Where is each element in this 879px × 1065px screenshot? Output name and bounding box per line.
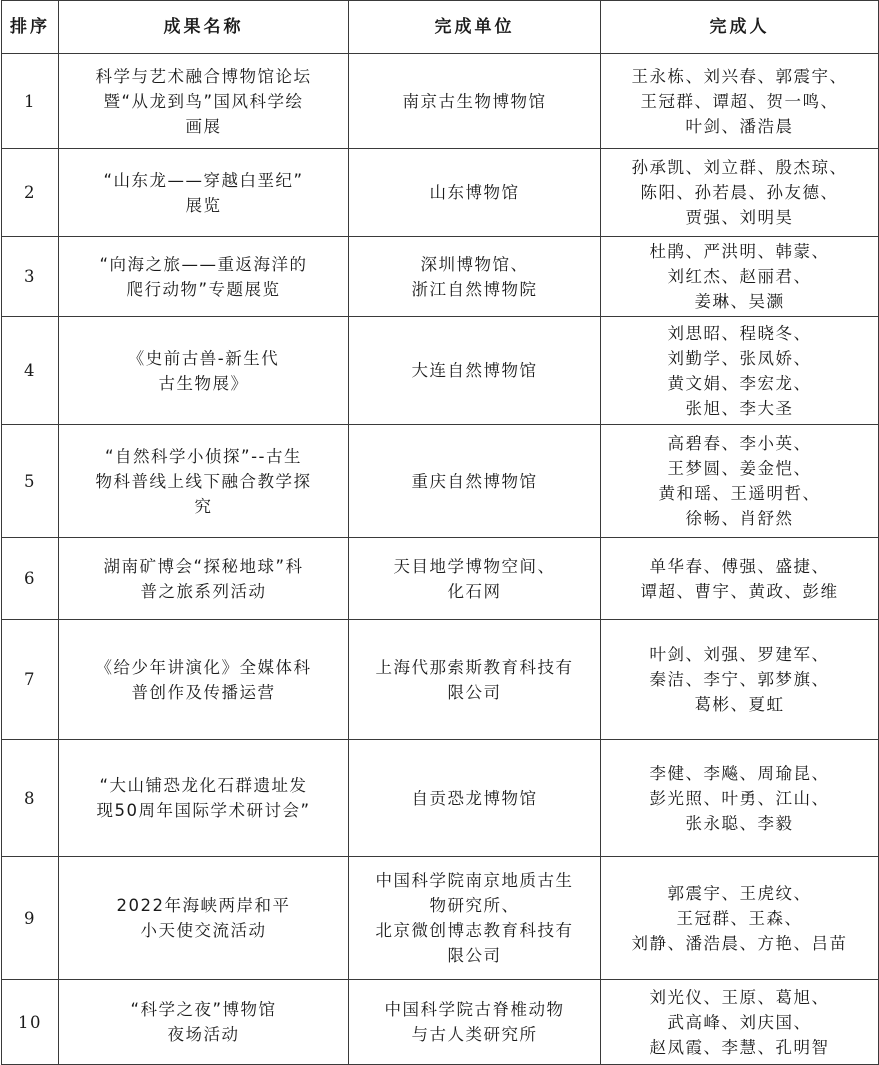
unit-line: 天目地学博物空间、 xyxy=(393,556,556,576)
name-cell xyxy=(59,237,349,317)
people-cell xyxy=(601,425,879,538)
people-line: 黄和瑶、王遥明哲、 xyxy=(658,484,821,503)
header-row xyxy=(2,1,879,54)
header-people: 完成人 xyxy=(601,1,879,54)
unit-line: 限公司 xyxy=(447,946,502,965)
people-cell xyxy=(601,620,879,740)
unit-cell xyxy=(349,317,601,425)
unit-line: 中国科学院古脊椎动物 xyxy=(384,1000,565,1019)
name-line: 展览 xyxy=(185,195,222,215)
people-line: 张永聪、李毅 xyxy=(685,813,794,833)
table-row xyxy=(2,54,879,149)
people-line: 单华春、傅强、盛捷、 xyxy=(649,556,830,576)
unit-cell xyxy=(349,54,601,149)
rank-cell: 10 xyxy=(2,980,59,1065)
people-line: 郭震宇、王虎纹、 xyxy=(667,883,812,903)
people-line: 王冠群、王森、 xyxy=(676,908,803,928)
people-cell xyxy=(601,740,879,857)
rank-cell: 9 xyxy=(2,857,59,980)
name-cell xyxy=(59,538,349,620)
unit-cell xyxy=(349,538,601,620)
table-row xyxy=(2,149,879,237)
rank-cell: 7 xyxy=(2,620,59,740)
name-line: 普创作及传播运营 xyxy=(131,682,276,702)
table-row xyxy=(2,620,879,740)
header-name: 成果名称 xyxy=(59,1,349,54)
people-line: 王永栋、刘兴春、郭震宇、 xyxy=(631,66,848,86)
people-cell xyxy=(601,149,879,237)
people-cell xyxy=(601,980,879,1065)
unit-cell xyxy=(349,620,601,740)
people-line: 姜琳、吴灏 xyxy=(694,292,785,311)
unit-line: 自贡恐龙博物馆 xyxy=(411,788,538,808)
people-line: 孙承凯、刘立群、殷杰琼、 xyxy=(631,158,848,177)
name-cell xyxy=(59,54,349,149)
people-line: 武高峰、刘庆国、 xyxy=(667,1012,812,1032)
people-cell xyxy=(601,237,879,317)
table-row xyxy=(2,317,879,425)
name-line: 2022年海峡两岸和平 xyxy=(116,896,291,915)
unit-cell xyxy=(349,425,601,538)
unit-line: 上海代那索斯教育科技有 xyxy=(375,657,574,677)
unit-cell xyxy=(349,857,601,980)
rank-cell: 4 xyxy=(2,317,59,425)
people-line: 彭光照、叶勇、江山、 xyxy=(649,788,830,808)
name-line: 普之旅系列活动 xyxy=(140,581,267,601)
people-line: 叶剑、潘浩晨 xyxy=(685,116,794,136)
unit-cell xyxy=(349,237,601,317)
name-line: 暨“从龙到鸟”国风科学绘 xyxy=(103,91,304,111)
name-line: “科学之夜”博物馆 xyxy=(130,1000,277,1019)
name-cell xyxy=(59,980,349,1065)
people-line: 张旭、李大圣 xyxy=(685,398,794,418)
name-line: “向海之旅——重返海洋的 xyxy=(99,254,308,274)
rank-cell: 5 xyxy=(2,425,59,538)
people-line: 刘勤学、张凤娇、 xyxy=(667,348,812,368)
people-line: 陈阳、孙若晨、孙友德、 xyxy=(640,183,839,202)
table-row xyxy=(2,538,879,620)
name-line: “自然科学小侦探”--古生 xyxy=(104,446,302,466)
rank-cell: 3 xyxy=(2,237,59,317)
table-row xyxy=(2,857,879,980)
name-line: 究 xyxy=(194,496,213,516)
unit-line: 南京古生物博物馆 xyxy=(402,91,547,111)
people-cell xyxy=(601,538,879,620)
people-line: 李健、李飚、周瑜昆、 xyxy=(649,763,830,783)
people-line: 杜鹃、严洪明、韩蒙、 xyxy=(649,242,830,261)
unit-line: 浙江自然博物院 xyxy=(411,279,538,299)
people-line: 秦洁、李宁、郭梦旗、 xyxy=(649,670,830,689)
unit-line: 限公司 xyxy=(447,682,502,702)
rank-cell: 6 xyxy=(2,538,59,620)
people-line: 刘红杰、赵丽君、 xyxy=(667,267,812,286)
unit-line: 北京微创博志教育科技有 xyxy=(375,921,574,940)
unit-cell xyxy=(349,740,601,857)
name-cell xyxy=(59,317,349,425)
rank-cell: 8 xyxy=(2,740,59,857)
name-line: “大山铺恐龙化石群遗址发 xyxy=(99,776,308,795)
name-cell xyxy=(59,857,349,980)
rank-cell: 2 xyxy=(2,149,59,237)
table-row xyxy=(2,980,879,1065)
unit-line: 深圳博物馆、 xyxy=(420,254,529,274)
people-line: 刘静、潘浩晨、方艳、吕苗 xyxy=(631,933,848,953)
name-line: 《给少年讲演化》全媒体科 xyxy=(95,657,312,677)
unit-line: 山东博物馆 xyxy=(429,183,520,202)
people-line: 叶剑、刘强、罗建军、 xyxy=(649,645,830,664)
people-line: 高碧春、李小英、 xyxy=(667,434,812,453)
table-row xyxy=(2,740,879,857)
name-line: 画展 xyxy=(185,116,222,136)
header-unit: 完成单位 xyxy=(349,1,601,54)
people-line: 徐畅、肖舒然 xyxy=(685,509,794,528)
results-table xyxy=(1,0,879,1065)
people-line: 黄文娟、李宏龙、 xyxy=(667,373,812,393)
name-line: 小天使交流活动 xyxy=(140,921,267,940)
name-cell xyxy=(59,149,349,237)
people-line: 贾强、刘明昊 xyxy=(685,208,794,227)
unit-line: 化石网 xyxy=(447,581,502,601)
unit-line: 中国科学院南京地质古生 xyxy=(375,871,574,890)
name-line: 湖南矿博会“探秘地球”科 xyxy=(103,556,304,576)
unit-line: 大连自然博物馆 xyxy=(411,361,538,380)
rank-cell: 1 xyxy=(2,54,59,149)
people-line: 葛彬、夏虹 xyxy=(694,695,785,714)
name-line: 夜场活动 xyxy=(167,1025,240,1044)
people-line: 刘思昭、程晓冬、 xyxy=(667,323,812,343)
header-rank: 排序 xyxy=(2,1,59,54)
unit-cell xyxy=(349,149,601,237)
people-line: 谭超、曹宇、黄政、彭维 xyxy=(640,581,839,601)
name-line: 科学与艺术融合博物馆论坛 xyxy=(95,66,312,86)
people-line: 王梦圆、姜金恺、 xyxy=(667,459,812,478)
people-line: 王冠群、谭超、贺一鸣、 xyxy=(640,91,839,111)
table-row xyxy=(2,237,879,317)
name-line: 现50周年国际学术研讨会” xyxy=(96,801,311,820)
unit-cell xyxy=(349,980,601,1065)
name-line: 古生物展》 xyxy=(158,373,249,393)
name-line: 物科普线上线下融合教学探 xyxy=(95,471,312,491)
people-cell xyxy=(601,857,879,980)
unit-line: 与古人类研究所 xyxy=(411,1025,538,1044)
name-line: “山东龙——穿越白垩纪” xyxy=(103,170,304,190)
name-cell xyxy=(59,425,349,538)
people-line: 赵凤霞、李慧、孔明智 xyxy=(649,1037,830,1057)
table-row xyxy=(2,425,879,538)
unit-line: 重庆自然博物馆 xyxy=(411,471,538,491)
name-cell xyxy=(59,620,349,740)
name-line: 爬行动物”专题展览 xyxy=(126,279,281,299)
table-body xyxy=(2,54,879,1065)
unit-line: 物研究所、 xyxy=(429,896,520,915)
name-cell xyxy=(59,740,349,857)
people-cell xyxy=(601,54,879,149)
people-cell xyxy=(601,317,879,425)
name-line: 《史前古兽-新生代 xyxy=(127,348,280,368)
people-line: 刘光仪、王原、葛旭、 xyxy=(649,987,830,1007)
